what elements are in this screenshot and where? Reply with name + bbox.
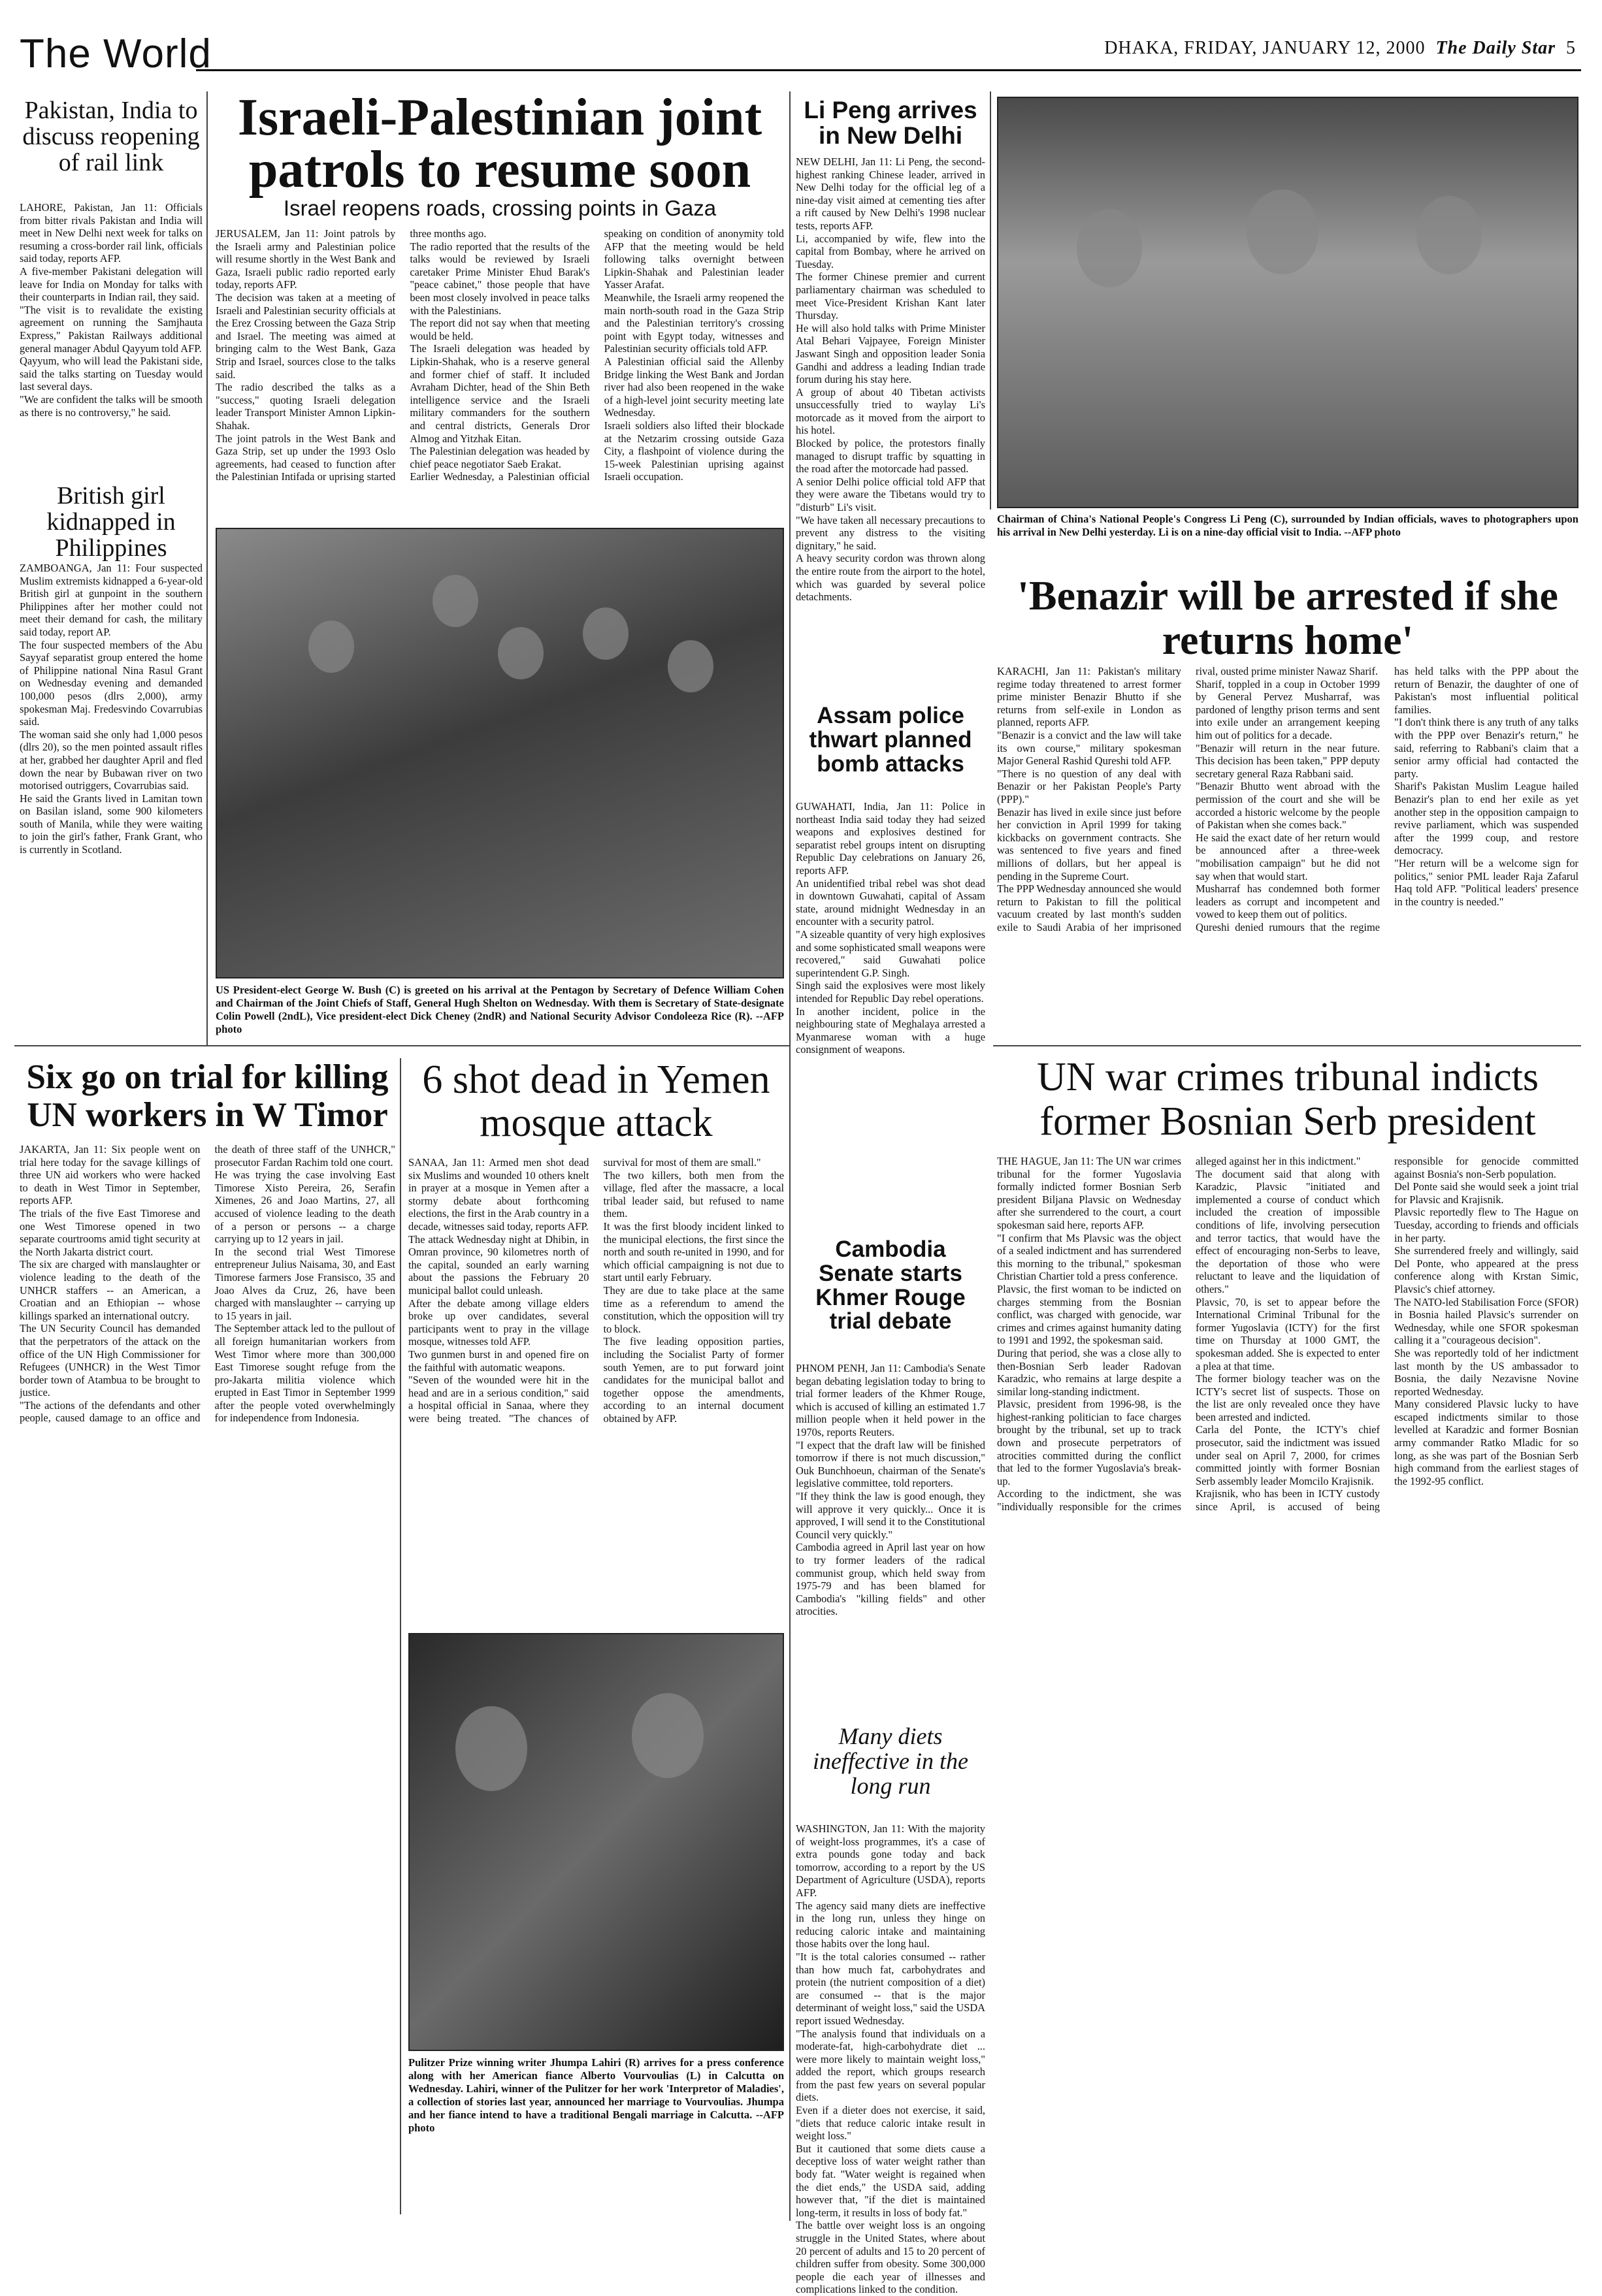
article-body: THE HAGUE, Jan 11: The UN war crimes tribunal for the former Yugoslavia formally indicted former Bosnian Serb president Biljana Plavsic on Wednesday after she surrendered to the court, a court spokesman said here, reports AFP. "I confirm that Ms Plavsic was the object of a sealed indictment and has surrendered this morning to the tribunal," spokesman Christian Chartier told a press conference. Plavsic, the first woman to be indicted on charges stemming from the Bosnian conflict, was charged with genocide, war crimes and crimes against humanity dating to 1991 and 1992, the spokesman said. During that period, she was a close ally to then-Bosnian Serb leader Radovan Karadzic, who remains at large despite a similar long-standing indictment. Plavsic, president from 1996-98, is the highest-ranking politician to face charges brought by the tribunal, set up to track down and prosecute perpetrators of atrocities committed during the conflict that led to the former Yugoslavia's break-up. According to the indictment, she was "individually responsible for the crimes alleged against her in this indictment." The document said that along with Karadzic, Plavsic "initiated and implemented a course of conduct which included the creation of impossible conditions of life, involving persecution and terror tactics, that would have the effect of encouraging non-Serbs to leave, the deportation of those who were reluctant to leave and the liquidation of others." Plavsic, 70, is set to appear before the International Criminal Tribunal for the former Yugoslavia (ICTY) for the first time on Thursday at 1000 GMT, the spokesman added. She is expected to enter a plea at that time. The former biology teacher was on the ICTY's secret list of suspects. Those on the list are only revealed once they have been arrested and indicted. Carla del Ponte, the ICTY's chief prosecutor, said the indictment was issued under seal on April 7, 2000, for crimes committed jointly with former Bosnian Serb assembly leader Momcilo Krajisnik. Krajisnik, who has been in ICTY custody since April, is accused of being responsible for genocide committed against Bosnia's non-Serb population. Del Ponte said she would seek a joint trial for Plavsic and Krajisnik. Plavsic reportedly flew to The Hague on Tuesday, according to friends and officials in her party. She surrendered freely and willingly, said Del Ponte, who appeared at the press conference along with Krstan Simic, Plavsic's chief attorney. The NATO-led Stabilisation Force (SFOR) in Bosnia hailed Plavsic's surrender on Wednesday, while one SFOR spokesman calling it a "courageous decision". She was reportedly told of her indictment last month by the US ambassador to Bosnia, the daily Nezavisne Novine reported Wednesday. Many considered Plavsic lucky to have escaped indictments similar to those levelled at Karadzic and former Bosnian army commander Ratko Mladic for so long, as she was part of the Bosnian Serb high command from the earliest stages of the 1992-95 conflict. (997, 1155, 1578, 1513)
headline: 6 shot dead in Yemen mosque attack (422, 1058, 770, 1145)
article-body: GUWAHATI, India, Jan 11: Police in northeast India said today they had seized weapons and explosives destined for separatist rebel groups intent on disrupting Republic Day celebrations on January 26, reports AFP. An unidentified tribal rebel was shot dead in downtown Guwahati, capital of Assam state, around midnight Wednesday in an encounter with a security patrol. "A sizeable quantity of very high explosives and some sophisticated small weapons were recovered," said Guwahati police superintendent G.P. Singh. Singh said the explosives were most likely intended for Republic Day rebel operations. In another incident, police in the neighbouring state of Meghalaya arrested a Myanmarese woman with a huge consignment of weapons. (796, 800, 985, 1056)
headline: UN war crimes tribunal indicts former Bosnian Serb president (1037, 1055, 1539, 1144)
person-silhouette-icon (498, 627, 544, 679)
photo-credit: --AFP photo (1344, 526, 1401, 538)
headline: British girl kidnapped in Philippines (46, 482, 176, 562)
column-rule (400, 1058, 401, 2214)
article-body: KARACHI, Jan 11: Pakistan's military regime today threatened to arrest former prime minister Benazir Bhutto if she returns from self-exile in London as planned, reports AFP. "Benazir is a convict and the law will take its own course," military spokesman Major General Rashid Qureshi told AFP. "There is no question of any deal with Benazir or her Pakistan People's Party (PPP)." Benazir has lived in exile since just before her conviction in April 1999 for taking kickbacks on government contracts. She was sentenced to five years and fined millions of dollars, but her appeal is pending in the Supreme Court. The PPP Wednesday announced she would return to Pakistan to fill the political vacuum created by last month's sudden exile to Saudi Arabia of her imprisoned rival, ousted prime minister Nawaz Sharif. Sharif, toppled in a coup in October 1999 by General Pervez Musharraf, was pardoned of lengthy prison terms and sent into exile under an arrangement keeping him out of politics for a decade. "Benazir will return in the near future. This decision has been taken," PPP deputy secretary general Raza Rabbani said. "Benazir Bhutto went abroad with the permission of the court and she will be accorded a historic welcome by the people of Pakistan when she comes back." He said the exact date of her return would be announced after a three-week "mobilisation campaign" but he did not say when that would start. Musharraf has condemned both former leaders as corrupt and incompetent and vowed to keep them out of politics. Qureshi denied rumours that the regime has held talks with the PPP about the return of Benazir, the daughter of one of Pakistan's most influential political families. "I don't think there is any truth of any talks with the PPP over Benazir's return," he said, referring to Rabbani's claim that a senior army official had contacted the party. Sharif's Pakistan Muslim League hailed Benazir's plan to end her exile as yet another step in the opposition campaign to revive parliament, which was suspended after the 1999 coup, and restore democracy. "Her return will be a welcome sign for politics," senior PML leader Raja Zafarul Haq told AFP. "Political leaders' presence in the country is needed." (997, 665, 1578, 933)
person-silhouette-icon (1416, 196, 1482, 274)
person-silhouette-icon (1077, 209, 1142, 287)
masthead: The Daily Star (1435, 38, 1556, 58)
column-rule (206, 91, 208, 1045)
section-rule (14, 1045, 789, 1046)
caption-text: US President-elect George W. Bush (C) is greeted on his arrival at the Pentagon by Secretary of Defence William Cohen and Chairman of the Joint Chiefs of Staff, General Hugh Shelton on Wednesday. With them is Secretary of State-designate Colin Powell (2ndL), Vice president-elect Dick Cheney (2ndR) and National Security Advisor Condoleeza Rice (R). (216, 984, 784, 1022)
photo-credit: --AFP photo (216, 1010, 784, 1035)
person-silhouette-icon (455, 1706, 527, 1791)
person-silhouette-icon (1247, 189, 1318, 274)
headline: Pakistan, India to discuss reopening of rail link (22, 97, 200, 176)
headline: Cambodia Senate starts Khmer Rouge trial debate (815, 1237, 966, 1334)
lahiri-photo (408, 1633, 784, 2051)
pentagon-photo (216, 528, 784, 978)
header-rule (196, 69, 1581, 71)
person-silhouette-icon (632, 1693, 704, 1778)
column-rule (990, 91, 991, 509)
person-silhouette-icon (583, 607, 629, 660)
column-rule (789, 91, 791, 2221)
headline: Li Peng arrives in New Delhi (804, 97, 977, 149)
caption-text: Pulitzer Prize winning writer Jhumpa Lahiri (R) arrives for a press conference along with her American fiance Alberto Vourvoulias (L) in Calcutta on Wednesday. Lahiri, winner of the Pulitzer for her work 'Interpretor of Maladies', a collection of stories last year, announced her marriage to Vourvoulias. Jhumpa and her fiance intend to have a traditional Bengali marriage in Calcutta. (408, 2056, 784, 2121)
article-body: LAHORE, Pakistan, Jan 11: Officials from bitter rivals Pakistan and India will meet in New Delhi next week for talks on resuming a cross-border rail link, officials said today, reports AFP. A five-member Pakistani delegation will leave for India on Monday for talks with their counterparts in Indian rail, they said. "The visit is to revalidate the existing agreement on running the Samjhauta Express," Pakistan Railways additional general manager Abdul Qayyum told AFP. Qayyum, who will lead the Pakistani side, said the talks starting on Tuesday would last several days. "We are confident the talks will be smooth as there is no controversy," he said. (20, 201, 203, 419)
section-rule (993, 1045, 1581, 1046)
photo-caption (997, 513, 1578, 555)
photo-credit: --AFP photo (408, 2109, 784, 2134)
person-silhouette-icon (433, 575, 478, 627)
article-body: WASHINGTON, Jan 11: With the majority of weight-loss programmes, it's a case of extra pounds gone today and back tomorrow, according to a report by the US Department of Agriculture (USDA), reports AFP. The agency said many diets are ineffective in the long run, unless they hinge on reducing caloric intake and maintaining those habits over the long haul. "It is the total calories consumed -- rather than how much fat, carbohydrates and protein (the nutrient composition of a diet) are consumed -- that is the major determinant of weight loss," said the USDA report issued Wednesday. "The analysis found that individuals on a moderate-fat, high-carbohydrate diet ... were more likely to maintain weight loss," added the report, which groups research from the past few years on several popular diets. Even if a dieter does not exercise, it said, "diets that reduce caloric intake result in weight loss." But it cautioned that some diets cause a deceptive loss of water weight rather than body fat. "Water weight is regained when the diet ends," the USDA said, adding however that, "if the diet is maintained long-term, it results in loss of body fat." The battle over weight loss is an ongoing struggle in the United States, where about 20 percent of adults and 15 to 20 percent of children suffer from obesity. Some 300,000 people die each year of illnesses and complications linked to the condition. (796, 1822, 985, 2296)
dateline (1104, 38, 1576, 59)
photo-caption (216, 984, 784, 1039)
article-body: PHNOM PENH, Jan 11: Cambodia's Senate began debating legislation today to bring to trial former leaders of the Khmer Rouge, which is accused of killing an estimated 1.7 million people when it held power in the 1970s, reports Reuters. "I expect that the draft law will be finished tomorrow if there is not much discussion," Ouk Bunchhoeun, chairman of the Senate's legislative committee, told reporters. "If they think the law is good enough, they will approve it very quickly... Once it is approved, I will send it to the Constitutional Council very quickly." Cambodia agreed in April last year on how to try former leaders of the radical communist group, which held sway from 1975-79 and has been blamed for Cambodia's "killing fields" and other atrocities. (796, 1362, 985, 1618)
headline: Many diets ineffective in the long run (813, 1723, 968, 1799)
headline: Israeli-Palestinian joint patrols to resume soon (237, 89, 762, 199)
article-body: NEW DELHI, Jan 11: Li Peng, the second-highest ranking Chinese leader, arrived in New Delhi today for the official leg of a nine-day visit aimed at cementing ties after a rift caused by New Delhi's 1998 nuclear tests, reports AFP. Li, accompanied by wife, flew into the capital from Bombay, where he arrived on Tuesday. The former Chinese premier and current parliamentary chairman was scheduled to meet Vice-President Krishan Kant later Thursday. He will also hold talks with Prime Minister Atal Behari Vajpayee, Foreign Minister Jaswant Singh and opposition leader Sonia Gandhi and address a leading Indian trade forum during his stay here. A group of about 40 Tibetan activists unsuccessfully tried to waylay Li's motorcade as it moved from the airport to his hotel. Blocked by police, the protestors finally managed to disrupt traffic by squatting in the road after the motorcade had passed. A senior Delhi police official told AFP that they were aware the Tibetans would try to "disturb" Li's visit. "We have taken all necessary precautions to prevent any distress to the visiting dignitary," he said. A heavy security cordon was thrown along the entire route from the airport to the hotel, which was guarded by several police detachments. (796, 155, 985, 604)
section-title: The World (20, 31, 212, 76)
headline: Assam police thwart planned bomb attacks (809, 703, 972, 777)
dateline-date: DHAKA, FRIDAY, JANUARY 12, 2000 (1104, 38, 1426, 58)
headline: Six go on trial for killing UN workers in W Timor (26, 1058, 389, 1134)
article-body: ZAMBOANGA, Jan 11: Four suspected Muslim extremists kidnapped a 6-year-old British girl at gunpoint in the southern Philippines after her mother could not meet their demand for cash, the military said today, report AP. The four suspected members of the Abu Sayyaf separatist group entered the home of Philippine national Nina Rasul Grant on Wednesday evening and demanded 100,000 pesos (dlrs 2,000), army spokesman Maj. Fredesvindo Covarrubias said. The woman said she only had 1,000 pesos (dlrs 20), so the men pointed assault rifles at her, grabbed her daughter April and fled down the near by Bubawan river on two motorised outriggers, Covarrubias said. He said the Grants lived in Lamitan town on Basilan island, some 900 kilometers south of Manila, while they were waiting to join the girl's father, Frank Grant, who is currently in Scotland. (20, 562, 203, 856)
article-body: JERUSALEM, Jan 11: Joint patrols by the Israeli army and Palestinian police will resume shortly in the West Bank and Gaza, Israeli public radio reported early today, reports AFP. The decision was taken at a meeting of Israeli and Palestinian security officials at the Erez Crossing between the Gaza Strip and Israel. The meeting was aimed at bringing calm to the West Bank, Gaza Strip and Israel, sources close to the talks said. The radio described the talks as a "success," quoting Israeli delegation leader Transport Minister Amnon Lipkin-Shahak. The joint patrols in the West Bank and Gaza Strip, set up under the 1993 Oslo agreements, had ceased to function after the Palestinian Intifada or uprising started three months ago. The radio reported that the results of the talks would be reviewed by Israeli caretaker Prime Minister Ehud Barak's "peace cabinet," those people that have been most closely involved in peace talks with the Palestinians. The report did not say when that meeting would be held. The Israeli delegation was headed by Lipkin-Shahak, who is a reserve general and former chief of staff. It included Avraham Dichter, head of the Shin Beth intelligence service and the Israeli military commanders for the southern and central districts, Generals Dror Almog and Yitzhak Eitan. The Palestinian delegation was headed by chief peace negotiator Saeb Erakat. Earlier Wednesday, a Palestinian official speaking on condition of anonymity told AFP that the meeting would be held following talks overnight between Lipkin-Shahak and Palestinian leader Yasser Arafat. Meanwhile, the Israeli army reopened the main north-south road in the Gaza Strip and the Palestinian territory's crossing point with Egypt today, witnesses and Palestinian security officials told AFP. A Palestinian official said the Allenby Bridge linking the West Bank and Jordan river had also been reopened in the wake of a high-level joint security meeting late Wednesday. Israeli soldiers also lifted their blockade at the Netzarim crossing outside Gaza City, a flashpoint of violence during the 15-week Palestinian uprising against Israeli occupation. (216, 227, 784, 483)
article-body: SANAA, Jan 11: Armed men shot dead six Muslims and wounded 10 others knelt in prayer at a mosque in Yemen after a stormy debate about forthcoming elections, the first in the Arab country in a decade, witnesses said today, reports AFP. The attack Wednesday night at Dhibin, in Omran province, 90 kilometres north of the capital, sounded an early warning about the passions the February 20 municipal ballot could unleash. After the debate among village elders broke up over candidates, several participants went to pray in the village mosque, witnesses told AFP. Two gunmen burst in and opened fire on the faithful with automatic weapons. "Seven of the wounded were hit in the head and are in a serious condition," said a hospital official in Sanaa, where they were being treated. "The chances of survival for most of them are small." The two killers, both men from the village, fled after the massacre, a local tribal leader said, but refused to name them. It was the first bloody incident linked to the municipal elections, the first since the north and south re-united in 1990, and for which official campaigning is not due to start until early February. They are due to take place at the same time as a referendum to amend the constitution, which the opposition will try to block. The five leading opposition parties, including the Socialist Party of former south Yemen, are to put forward joint candidates for the municipal ballot and together oppose the amendments, according to an internal document obtained by AFP. (408, 1156, 784, 1425)
li-peng-photo (997, 97, 1578, 508)
page-number: 5 (1566, 38, 1576, 58)
subheadline: Israel reopens roads, crossing points in Gaza (283, 196, 717, 220)
person-silhouette-icon (308, 621, 354, 673)
caption-text: Chairman of China's National People's Congress Li Peng (C), surrounded by Indian officials, waves to photographers upon his arrival in New Delhi yesterday. Li is on a nine-day official visit to India. (997, 513, 1578, 538)
photo-caption (408, 2056, 784, 2154)
person-silhouette-icon (668, 640, 713, 692)
headline: 'Benazir will be arrested if she returns home' (1017, 572, 1558, 663)
article-body: JAKARTA, Jan 11: Six people went on trial here today for the savage killings of three UN aid workers who were hacked to death in West Timor in September, reports AFP. The trials of the five East Timorese and one West Timorese opened in two separate courtrooms amid tight security at the North Jakarta district court. The six are charged with manslaughter or violence leading to the death of the UNHCR staffers -- an American, a Croatian and an Ethiopian -- whose killings sparked an international outcry. The UN Security Council has demanded that the perpetrators of the attack on the office of the UN High Commissioner for Refugees (UNHCR) in the West Timor border town of Atambua to be brought to justice. "The actions of the defendants and other people, caused damage to an office and the death of three staff of the UNHCR," prosecutor Fardan Rachim told one court. He was trying the case involving East Timorese Xisto Pereira, 26, Serafin Ximenes, 26 and Joao Martins, 27, all accused of violence leading to the death of a person or persons -- a charge carrying up to 12 years in jail. In the second trial West Timorese entrepreneur Julius Naisama, 30, and East Timorese farmers Jose Fransisco, 35 and Joao Alves da Cruz, 26, have been charged with manslaughter -- carrying up to 15 years in jail. The September attack led to the pullout of all foreign humanitarian workers from West Timor where more than 300,000 East Timorese sought refuge from the pro-Jakarta militia violence which erupted in East Timor in September 1999 after the people voted overwhelmingly for independence from Indonesia. (20, 1143, 395, 1425)
